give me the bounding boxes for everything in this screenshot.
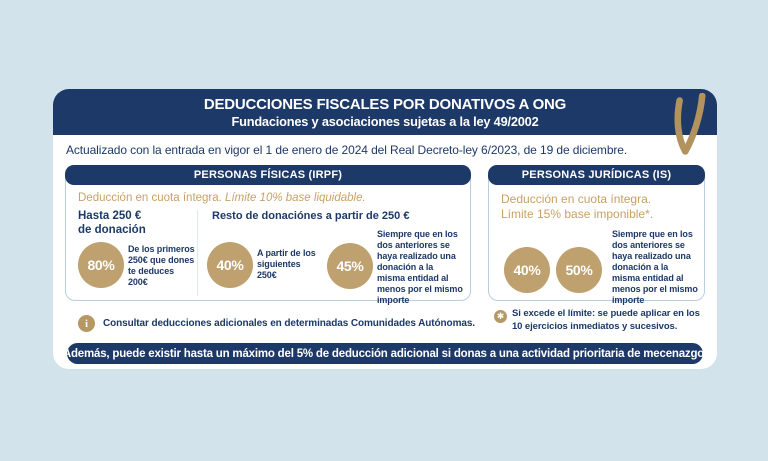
juridicas-description: Siempre que en los dos anteriores se haya realizado una donación a la misma entidad al menos por el mismo importe <box>612 229 698 305</box>
fisicas-deduction-text: Deducción en cuota íntegra. <box>78 192 226 204</box>
fisicas-col2-heading: Resto de donaciónes a partir de 250 € <box>212 210 410 222</box>
bottom-banner: Además, puede existir hasta un máximo del 5% de deducción adicional si donas a una actividad prioritaria de mecenazgo. <box>67 343 703 364</box>
page-subtitle: Fundaciones y asociaciones sujetas a la ley 49/2002 <box>231 113 539 129</box>
fisicas-col1-heading-line1: Hasta 250 € <box>78 210 142 222</box>
page-title: DEDUCCIONES FISCALES POR DONATIVOS A ONG <box>203 95 567 113</box>
infographic-card <box>53 89 717 369</box>
panel-personas-juridicas <box>488 165 705 305</box>
pct-badge-j40: 40% <box>504 247 550 293</box>
panel-personas-fisicas <box>65 165 471 305</box>
panel-fisicas-title: PERSONAS FÍSICAS (IRPF) <box>65 165 471 185</box>
footnote-asterisk <box>494 308 700 333</box>
pct-badge-45: 45% <box>327 243 373 289</box>
juridicas-limit-line <box>501 192 696 222</box>
fisicas-limit-text: Límite 10% base liquidable. <box>225 192 366 204</box>
fisicas-col1-heading-line2: de donación <box>78 223 146 236</box>
pct-45-description: Siempre que en los dos anteriores se haya realizado una donación a la misma entidad al menos por el mismo importe <box>377 229 463 305</box>
column-divider <box>197 210 198 296</box>
pct-80-description: De los primeros 250€ que dones te deduces 200€ <box>128 244 195 287</box>
info-icon: i <box>78 315 95 332</box>
footnote-info-text: Consultar deducciones adicionales en determinadas Comunidades Autónomas. <box>103 318 475 329</box>
update-note: Actualizado con la entrada en vigor el 1 de enero de 2024 del Real Decreto-ley 6/2023, de 19 de diciembre. <box>66 143 628 157</box>
fisicas-limit-line <box>78 192 366 204</box>
pct-badge-40: 40% <box>207 242 253 288</box>
pct-badge-80: 80% <box>78 242 124 288</box>
card-header <box>53 89 717 135</box>
asterisk-icon: ✱ <box>494 310 507 323</box>
fisicas-col1-heading <box>78 210 146 237</box>
pct-badge-j50: 50% <box>556 247 602 293</box>
footnote-info <box>78 315 475 332</box>
juridicas-limit-text: Límite 15% base imponible*. <box>501 207 654 221</box>
footnote-asterisk-text <box>512 308 700 333</box>
pct-40-description: A partir de los siguientes 250€ <box>257 248 316 280</box>
juridicas-deduction-text: Deducción en cuota íntegra. <box>501 192 652 206</box>
footnote-asterisk-line2: 10 ejercicios inmediatos y sucesivos. <box>512 320 678 332</box>
footnote-asterisk-line1: Si excede el límite: se puede aplicar en los <box>512 308 700 319</box>
panel-juridicas-title: PERSONAS JURÍDICAS (IS) <box>488 165 705 185</box>
